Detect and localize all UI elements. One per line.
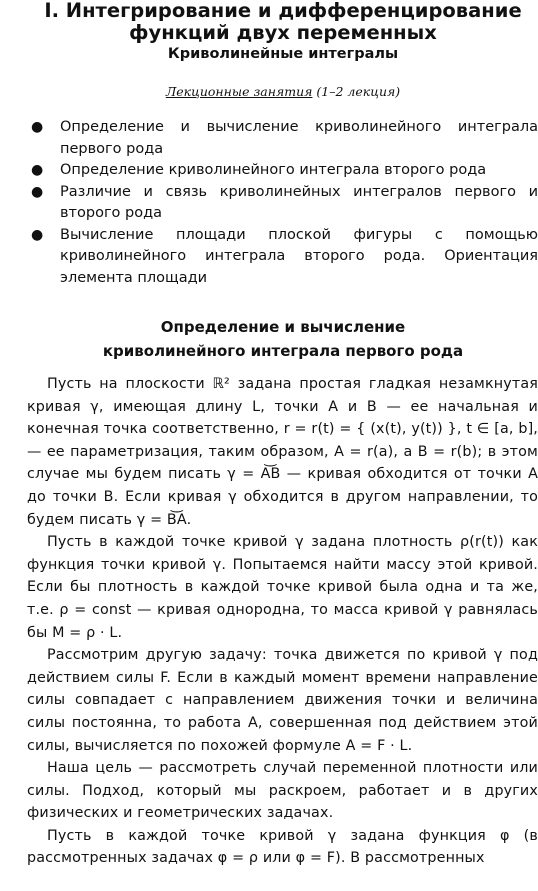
chapter-subtitle: Криволинейные интегралы	[167, 46, 399, 62]
topics-list	[27, 117, 538, 289]
topic-text: Определение и вычисление криволинейного интеграла первого рода	[60, 119, 538, 157]
topic-text: Вычисление площади плоской фигуры с помощью криволинейного интеграла второго рода. Ориентация элемента площади	[60, 226, 538, 286]
section-title	[27, 315, 538, 363]
bullet-icon: ●	[31, 183, 44, 200]
chapter-title-line2: функций двух переменных	[129, 21, 437, 44]
chapter-title-line1: I. Интегрирование и дифференцирование	[44, 0, 522, 22]
body-text	[27, 373, 538, 870]
lectures-label: Лекционные занятия	[165, 84, 313, 99]
paragraph: Рассмотрим другую задачу: точка движется по кривой γ под действием силы F. Если в каждый момент времени направление силы совпадает с направлением движения точки и величина силы постоянна, то работа A, совершенная под действием этой силы, вычисляется по похожей формуле A = F · L.	[27, 647, 538, 754]
topic-item	[27, 160, 538, 182]
chapter-title	[27, 0, 538, 44]
paragraph: Пусть в каждой точке кривой γ задана функция φ (в рассмотренных задачах φ = ρ или φ = F). В рассмотренных	[27, 827, 538, 867]
section-title-line2: криволинейного интеграла первого рода	[102, 342, 464, 360]
paragraph: Наша цель — рассмотреть случай переменной плотности или силы. Подход, который мы раскроем, работает и в других физических и геометрических задачах.	[27, 760, 538, 822]
bullet-icon: ●	[31, 226, 44, 243]
topic-item	[27, 117, 538, 160]
topic-item	[27, 182, 538, 225]
topic-text: Определение криволинейного интеграла второго рода	[60, 162, 487, 178]
paragraph: Пусть на плоскости ℝ² задана простая гладкая незамкнутая кривая γ, имеющая длину L, точки A и B — ее начальная и конечная точка соответственно, r = r(t) = { (x(t), y(t)) }, t ∈ [a, b], — ее параметризация, таким образом, A = r(a), а B = r(b); в этом случае мы будем писать γ = A͝B — кривая обходится от точки A до точки B. Если кривая γ обходится в другом направлении, то будем писать γ = B͝A.	[27, 376, 538, 528]
lectures-line	[27, 84, 538, 99]
bullet-icon: ●	[31, 162, 44, 178]
bullet-icon: ●	[31, 119, 44, 135]
page	[27, 0, 538, 870]
section-title-line1: Определение и вычисление	[160, 318, 406, 336]
lectures-range: (1–2 лекция)	[316, 84, 401, 99]
paragraph: Пусть в каждой точке кривой γ задана плотность ρ(r(t)) как функция точки кривой γ. Попытаемся найти массу этой кривой. Если бы плотность в каждой точке кривой была одна и та же, т.е. ρ = const — кривая однородна, то масса кривой γ равнялась бы M = ρ · L.	[27, 534, 538, 641]
topic-item	[27, 225, 538, 290]
topic-text: Различие и связь криволинейных интегралов первого и второго рода	[60, 183, 538, 221]
